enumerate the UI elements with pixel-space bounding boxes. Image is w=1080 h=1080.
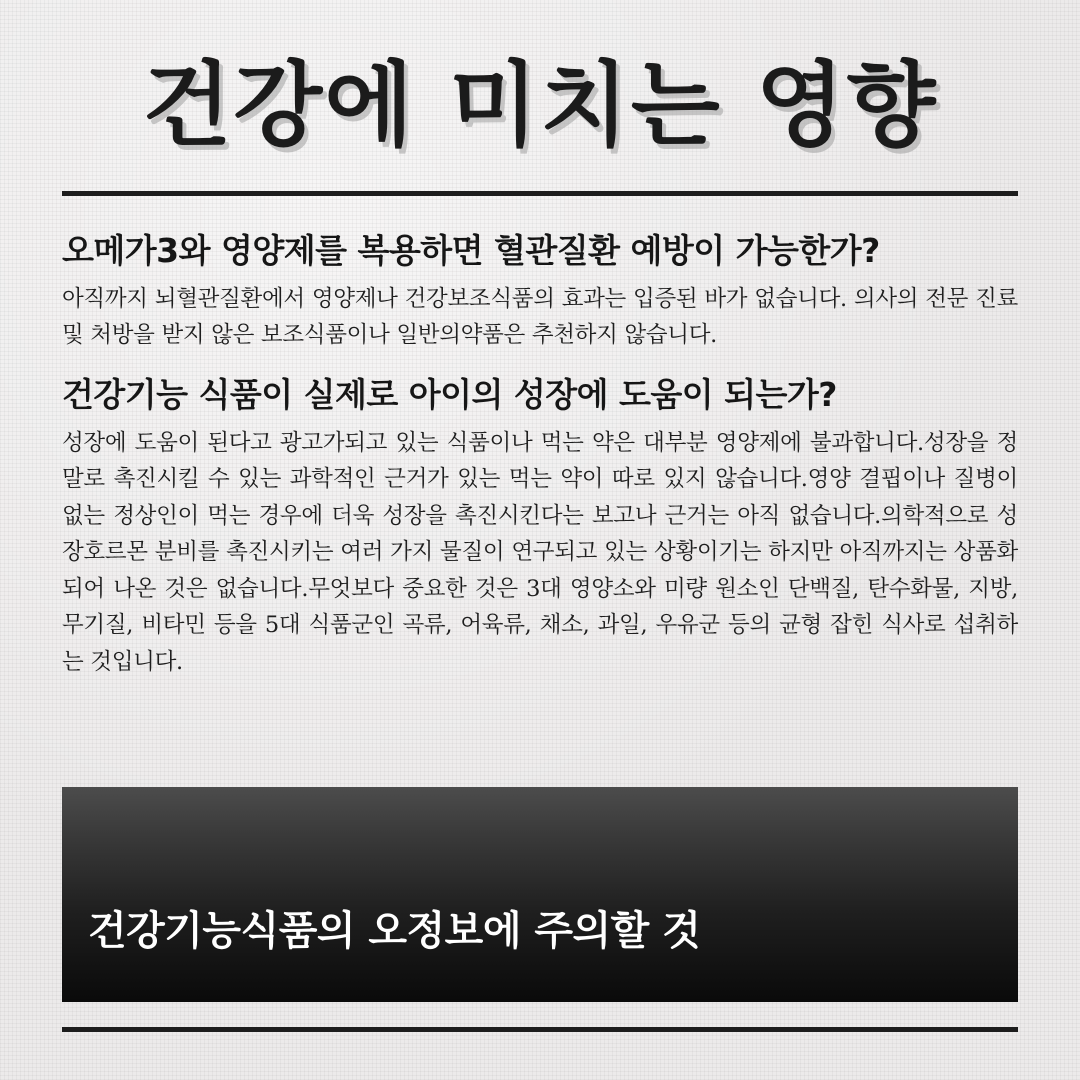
page-title: 건강에 미치는 영향 <box>142 52 938 159</box>
title-block <box>62 52 1018 196</box>
bottom-banner <box>62 787 1018 1002</box>
qa-item <box>62 374 1018 680</box>
qa-answer: 성장에 도움이 된다고 광고가되고 있는 식품이나 먹는 약은 대부분 영양제에 불과합니다.성장을 정말로 촉진시킬 수 있는 과학적인 근거가 있는 먹는 약이 따로 있지 않습니다.영양 결핍이나 질병이 없는 정상인이 먹는 경우에 더욱 성장을 촉진시킨다는 보고나 근거는 아직 없습니다.의학적으로 성장호르몬 분비를 촉진시키는 여러 가지 물질이 연구되고 있는 상황이기는 하지만 아직까지는 상품화되어 나온 것은 없습니다.무엇보다 중요한 것은 3대 영양소와 미량 원소인 단백질, 탄수화물, 지방, 무기질, 비타민 등을 5대 식품군인 곡류, 어육류, 채소, 과일, 우유군 등의 균형 잡힌 식사로 섭취하는 것입니다. <box>62 429 1018 675</box>
qa-content <box>62 230 1018 700</box>
qa-question: 건강기능 식품이 실제로 아이의 성장에 도움이 되는가? <box>62 374 837 414</box>
bottom-divider <box>62 1027 1018 1032</box>
title-divider <box>62 191 1018 196</box>
qa-question: 오메가3와 영양제를 복용하면 혈관질환 예방이 가능한가? <box>62 230 880 270</box>
qa-item <box>62 230 1018 354</box>
qa-answer: 아직까지 뇌혈관질환에서 영양제나 건강보조식품의 효과는 입증된 바가 없습니다. 의사의 전문 진료 및 처방을 받지 않은 보조식품이나 일반의약품은 추천하지 않습니다. <box>62 285 1018 349</box>
banner-caption: 건강기능식품의 오정보에 주의할 것 <box>88 908 701 954</box>
